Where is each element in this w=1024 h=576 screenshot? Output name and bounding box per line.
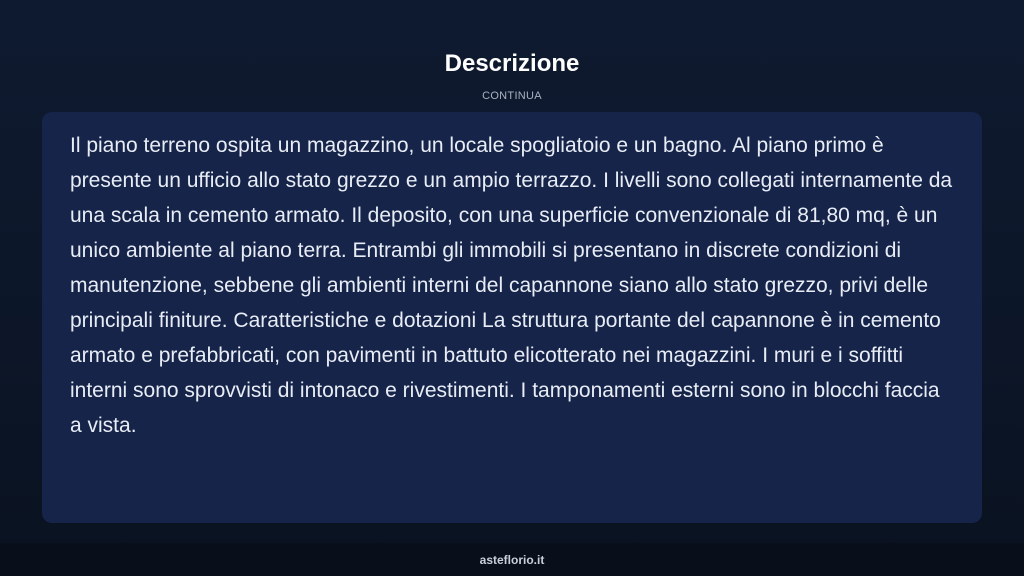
page-title: Descrizione [444,50,580,77]
page-subtitle: CONTINUA [482,90,542,102]
footer-bar [0,543,1024,576]
description-card [42,112,982,523]
footer-site-label: asteflorio.it [479,553,545,567]
description-text: Il piano terreno ospita un magazzino, un locale spogliatoio e un bagno. Al piano primo è presente un ufficio allo stato grezzo e un ampio terrazzo. I livelli sono collegati internamente da una scala in cemento armato. Il deposito, con una superficie convenzionale di 81,80 mq, è un unico ambiente al piano terra. Entrambi gli immobili si presentano in discrete condizioni di manutenzione, sebbene gli ambienti interni del capannone siano allo stato grezzo, privi delle principali finiture. Caratteristiche e dotazioni La struttura portante del capannone è in cemento armato e prefabbricati, con pavimenti in battuto elicotterato nei magazzini. I muri e i soffitti interni sono sprovvisti di intonaco e rivestimenti. I tamponamenti esterni sono in blocchi faccia a vista. [70,134,953,437]
